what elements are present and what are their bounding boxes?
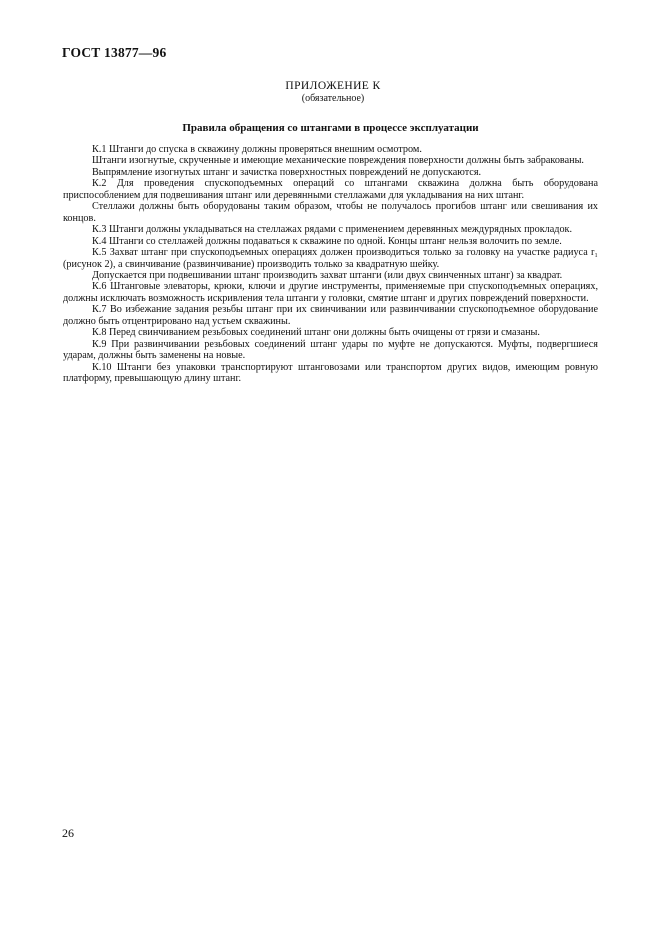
- paragraph: Допускается при подвешивании штанг производить захват штанги (или двух свинченных штанг) за квадрат.: [92, 269, 563, 281]
- paragraph-k6: К.6 Штанговые элеваторы, крюки, ключи и другие инструменты, применяемые при спускоподъемных операциях, должны исключать возможность искривления тела штанги у головки, смятие штанг и других повреждений поверхности.: [63, 281, 598, 304]
- body-text: [63, 144, 598, 385]
- appendix-title: ПРИЛОЖЕНИЕ К: [285, 80, 381, 92]
- paragraph: Штанги изогнутые, скрученные и имеющие механические повреждения поверхности должны быть забракованы.: [92, 155, 584, 167]
- paragraph: Выпрямление изогнутых штанг и зачистка поверхностных повреждений не допускаются.: [92, 166, 482, 178]
- paragraph-k3: К.3 Штанги должны укладываться на стеллажах рядами с применением деревянных междурядных прокладок.: [92, 224, 573, 236]
- paragraph-k4: К.4 Штанги со стеллажей должны подаваться к скважине по одной. Концы штанг нельзя волочить по земле.: [92, 235, 562, 247]
- paragraph-k1: К.1 Штанги до спуска в скважину должны проверяться внешним осмотром.: [92, 144, 422, 155]
- appendix-subtitle: (обязательное): [301, 93, 365, 104]
- paragraph-k2: К.2 Для проведения спускоподъемных операций со штангами скважина должна быть оборудована приспособлением для подвешивания штанг или деревянными стеллажами для укладывания на них штанг.: [63, 178, 598, 201]
- paragraph-k9: К.9 При развинчивании резьбовых соединений штанг удары по муфте не допускаются. Муфты, подвергшиеся ударам, должны быть заменены на новые.: [63, 338, 598, 362]
- paragraph-k5: К.5 Захват штанг при спускоподъемных операциях должен производиться только за головку на участке радиуса r₁ (рисунок 2), а свинчивание (развинчивание) производить только за квадратную шейку.: [63, 247, 598, 270]
- section-title: Правила обращения со штангами в процессе эксплуатации: [182, 122, 479, 134]
- paragraph-k7: К.7 Во избежание задания резьбы штанг при их свинчивании или развинчивании спускоподъемное оборудование должно быть отцентрировано над устьем скважины.: [63, 304, 598, 327]
- paragraph-k8: К.8 Перед свинчиванием резьбовых соединений штанг они должны быть очищены от грязи и смазаны.: [92, 327, 540, 339]
- page-number: 26: [62, 826, 74, 840]
- document-code: ГОСТ 13877—96: [62, 45, 167, 60]
- paragraph-k10: К.10 Штанги без упаковки транспортируют штанговозами или транспортом других видов, имеющим ровную платформу, превышающую длину штанг.: [63, 361, 598, 385]
- paragraph: Стеллажи должны быть оборудованы таким образом, чтобы не получалось прогибов штанг или свешивания их концов.: [63, 201, 598, 224]
- appendix-heading: [0, 80, 661, 105]
